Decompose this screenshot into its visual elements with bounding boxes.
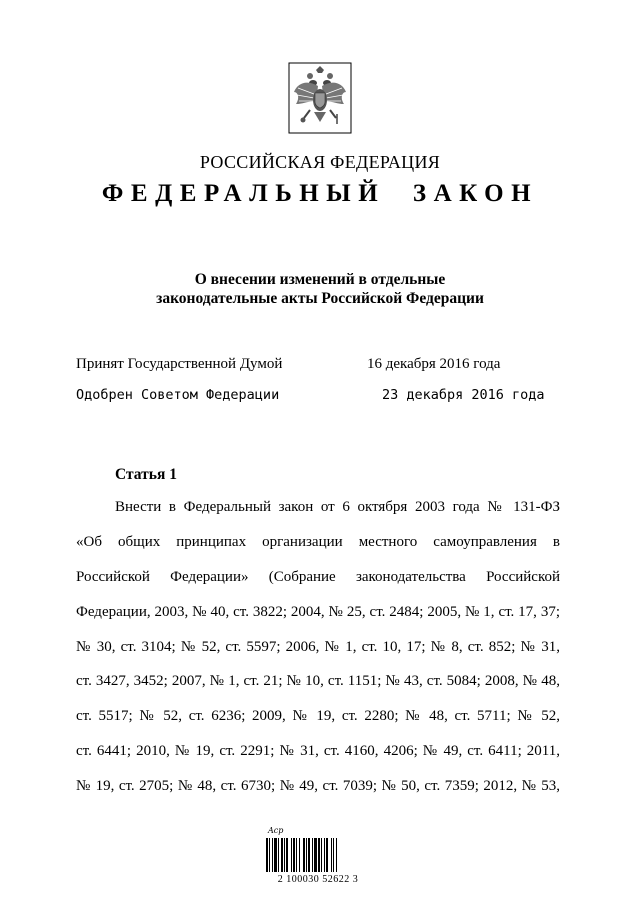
document-barcode bbox=[256, 826, 380, 885]
council-label: Одобрен Советом Федерации bbox=[76, 387, 280, 403]
barcode-bar bbox=[272, 838, 273, 872]
barcode-bar bbox=[303, 838, 305, 872]
barcode-icon bbox=[266, 838, 370, 872]
barcode-bar bbox=[336, 838, 337, 872]
barcode-bar bbox=[269, 838, 270, 872]
barcode-bar bbox=[299, 838, 300, 872]
duma-date: 16 декабря 2016 года bbox=[367, 356, 501, 372]
barcode-bar bbox=[326, 838, 328, 872]
barcode-bar bbox=[278, 838, 279, 872]
article-text-line: ст. 3427, 3452; 2007, № 1, ст. 21; № 10, ст. 1151; № 43, ст. 5084; 2008, № 48, bbox=[76, 673, 560, 689]
barcode-bar bbox=[321, 838, 322, 872]
barcode-bar bbox=[291, 838, 292, 872]
barcode-bar bbox=[296, 838, 297, 872]
article-title: Статья 1 bbox=[115, 466, 177, 483]
adoption-duma-row bbox=[76, 356, 556, 376]
barcode-bar bbox=[308, 838, 310, 872]
barcode-bar bbox=[284, 838, 285, 872]
russian-coat-of-arms-icon bbox=[288, 62, 352, 134]
barcode-bar bbox=[314, 838, 317, 872]
duma-label: Принят Государственной Думой bbox=[76, 356, 283, 372]
article-text-line: ст. 6441; 2010, № 19, ст. 2291; № 31, ст. 4160, 4206; № 49, ст. 6411; 2011, bbox=[76, 743, 560, 759]
article-text-line: № 19, ст. 2705; № 48, ст. 6730; № 49, ст. 7039; № 50, ст. 7359; 2012, № 53, bbox=[76, 778, 560, 794]
article-text-line: ст. 5517; № 52, ст. 6236; 2009, № 19, ст. 2280; № 48, ст. 5711; № 52, bbox=[76, 708, 560, 724]
council-date: 23 декабря 2016 года bbox=[382, 387, 545, 403]
barcode-number: 2 100030 52622 3 bbox=[277, 874, 359, 885]
barcode-bar bbox=[306, 838, 307, 872]
barcode-bar bbox=[274, 838, 277, 872]
barcode-bar bbox=[312, 838, 313, 872]
barcode-bar bbox=[266, 838, 268, 872]
law-subject bbox=[0, 270, 640, 308]
article-text-line: № 30, ст. 3104; № 52, ст. 5597; 2006, № 1, ст. 10, 17; № 8, ст. 852; № 31, bbox=[76, 639, 560, 655]
country-heading: РОССИЙСКАЯ ФЕДЕРАЦИЯ bbox=[199, 152, 441, 172]
barcode-bar bbox=[293, 838, 295, 872]
document-type-heading: ФЕДЕРАЛЬНЫЙ ЗАКОН bbox=[101, 180, 539, 207]
adoption-council-row bbox=[76, 387, 556, 407]
barcode-bar bbox=[286, 838, 288, 872]
barcode-bar bbox=[324, 838, 325, 872]
article-text-line: Внести в Федеральный закон от 6 октября 2003 года № 131-ФЗ bbox=[115, 499, 560, 515]
handwritten-mark: Acp bbox=[268, 826, 284, 835]
barcode-bar bbox=[331, 838, 332, 872]
article-text-line: Российской Федерации» (Собрание законодательства Российской bbox=[76, 569, 560, 585]
article-text-line: Федерации, 2003, № 40, ст. 3822; 2004, № 25, ст. 2484; 2005, № 1, ст. 17, 37; bbox=[76, 604, 560, 620]
barcode-bar bbox=[333, 838, 334, 872]
article-text-line: «Об общих принципах организации местного самоуправления в bbox=[76, 534, 560, 550]
barcode-bar bbox=[281, 838, 283, 872]
law-subject-line-2: законодательные акты Российской Федерации bbox=[156, 290, 484, 307]
barcode-bar bbox=[318, 838, 320, 872]
law-subject-line-1: О внесении изменений в отдельные bbox=[194, 271, 446, 288]
